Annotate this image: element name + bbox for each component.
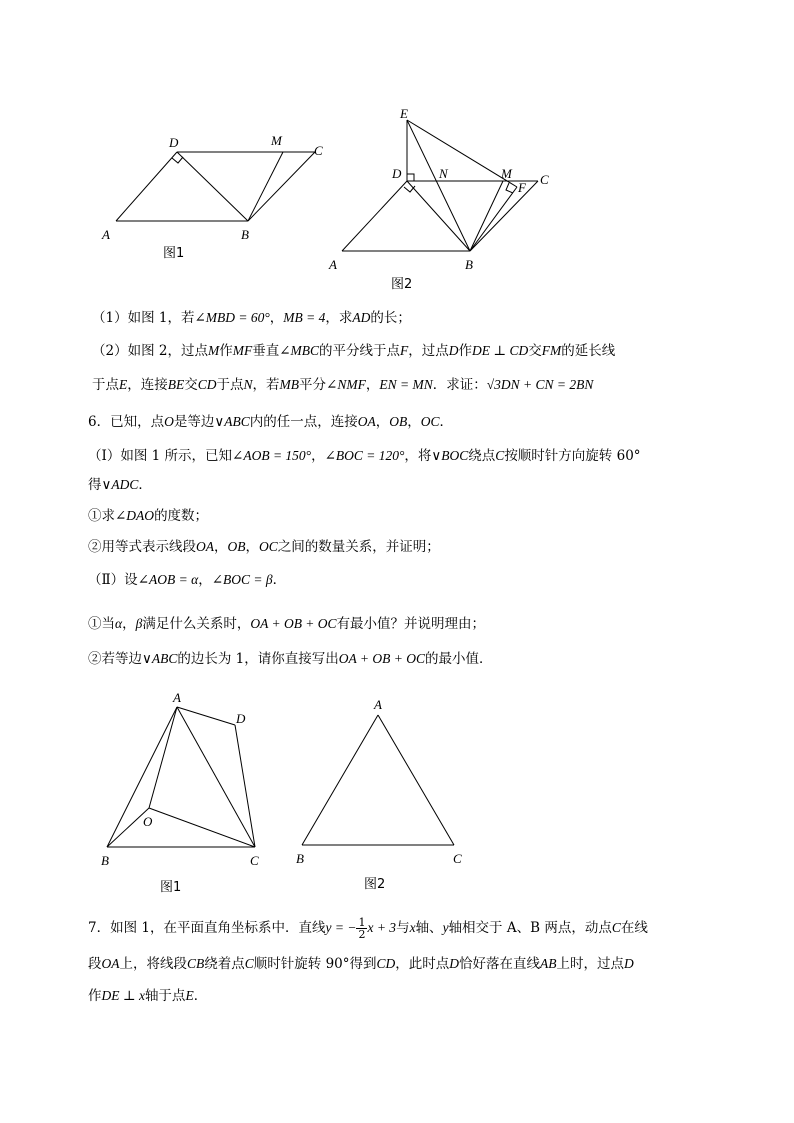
- label-N: N: [439, 166, 448, 181]
- label-B: B: [101, 853, 109, 868]
- seg-DB: [177, 152, 248, 221]
- q7-line3: 作DE ⊥ x轴于点E．: [88, 988, 208, 1004]
- seg-AO: [149, 707, 177, 808]
- seg-FB: [470, 187, 517, 251]
- q7-line2: 段OA上，将线段CB绕着点C顺时针旋转 90°得到CD，此时点D恰好落在直线AB上时，过点D: [88, 956, 634, 972]
- label-A: A: [374, 697, 382, 712]
- q6-question-3: ①当α，β满足什么关系时，OA + OB + OC有最小值？并说明理由；: [88, 616, 486, 632]
- q6-part1-line2: 得∨ADC．: [88, 477, 152, 493]
- label-M: M: [271, 133, 282, 148]
- q5-part2-line2: 于点E，连接BE交CD于点N，若MB平分∠NMF，EN = MN．求证：√3DN + CN = 2BN: [92, 377, 594, 393]
- label-B: B: [465, 257, 473, 272]
- label-A: A: [329, 257, 337, 272]
- label-B: B: [241, 227, 249, 242]
- label-C: C: [453, 851, 462, 866]
- seg-BC: [248, 152, 315, 221]
- label-A: A: [102, 227, 110, 242]
- seg-DB: [407, 181, 470, 251]
- figure-caption: 图1: [163, 246, 185, 261]
- q6-question-4: ②若等边∨ABC的边长为 1，请你直接写出OA + OB + OC的最小值．: [88, 651, 493, 667]
- figure-3-triangle-O: [95, 685, 285, 900]
- figure-2-svg: [320, 100, 560, 300]
- fraction-one-half: $\frac{1}{2}$: [358, 916, 366, 941]
- figure-1-svg: [95, 125, 335, 265]
- label-D: D: [392, 166, 402, 181]
- right-angle-mark: [172, 157, 183, 163]
- figure-caption: 图1: [160, 880, 182, 895]
- label-M: M: [501, 166, 512, 181]
- q5-part2-line1: （2）如图 2，过点M作MF垂直∠MBC的平分线于点F，过点D作DE ⊥ CD交FM的延长线: [92, 343, 616, 359]
- label-B: B: [296, 851, 304, 866]
- q5-part1: （1）如图 1，若∠MBD = 60°，MB = 4，求AD的长；: [92, 310, 411, 326]
- label-C: C: [540, 172, 549, 187]
- seg-AD: [342, 181, 407, 251]
- figure-caption: 图2: [364, 877, 386, 892]
- right-angle-mark-D2: [404, 186, 415, 192]
- q6-question-1: ①求∠DAO的度数；: [88, 508, 209, 524]
- label-C: C: [314, 143, 323, 158]
- figure-2-parallelogram-extended: [320, 100, 560, 300]
- q6-part1-line1: （Ⅰ）如图 1 所示，已知∠AOB = 150°，∠BOC = 120°，将∨BOC绕点C按顺时针方向旋转 60°: [88, 448, 641, 464]
- seg-BC: [470, 181, 538, 251]
- figure-4-equilateral-triangle: [290, 690, 480, 895]
- q7-line1: 7．如图 1，在平面直角坐标系中．直线y = − $\frac{1}{2}$ x + 3与x轴、y轴相交于 A、B 两点，动点C在线: [88, 916, 648, 941]
- figure-caption: 图2: [391, 277, 413, 292]
- seg-MB: [248, 152, 283, 221]
- label-C: C: [250, 853, 259, 868]
- figure-4-svg: [290, 690, 480, 895]
- label-O: O: [143, 814, 153, 829]
- q6-question-2: ②用等式表示线段OA，OB，OC之间的数量关系，并证明；: [88, 539, 440, 555]
- label-D: D: [236, 711, 246, 726]
- seg-AD: [116, 152, 177, 221]
- seg-AC: [378, 715, 454, 845]
- label-A: A: [173, 690, 181, 705]
- label-D: D: [169, 135, 179, 150]
- seg-MB: [470, 181, 503, 251]
- figure-3-svg: [95, 685, 285, 900]
- label-F: F: [518, 180, 526, 195]
- seg-AB: [302, 715, 378, 845]
- seg-AB: [107, 707, 177, 847]
- label-E: E: [400, 106, 408, 121]
- q6-intro: 6．已知，点O是等边∨ABC内的任一点，连接OA，OB，OC．: [88, 414, 453, 430]
- right-angle-mark-D: [407, 174, 414, 181]
- q6-part2: （Ⅱ）设∠AOB = α，∠BOC = β．: [88, 572, 287, 588]
- seg-OC: [149, 808, 255, 847]
- figure-1-parallelogram: [95, 125, 335, 265]
